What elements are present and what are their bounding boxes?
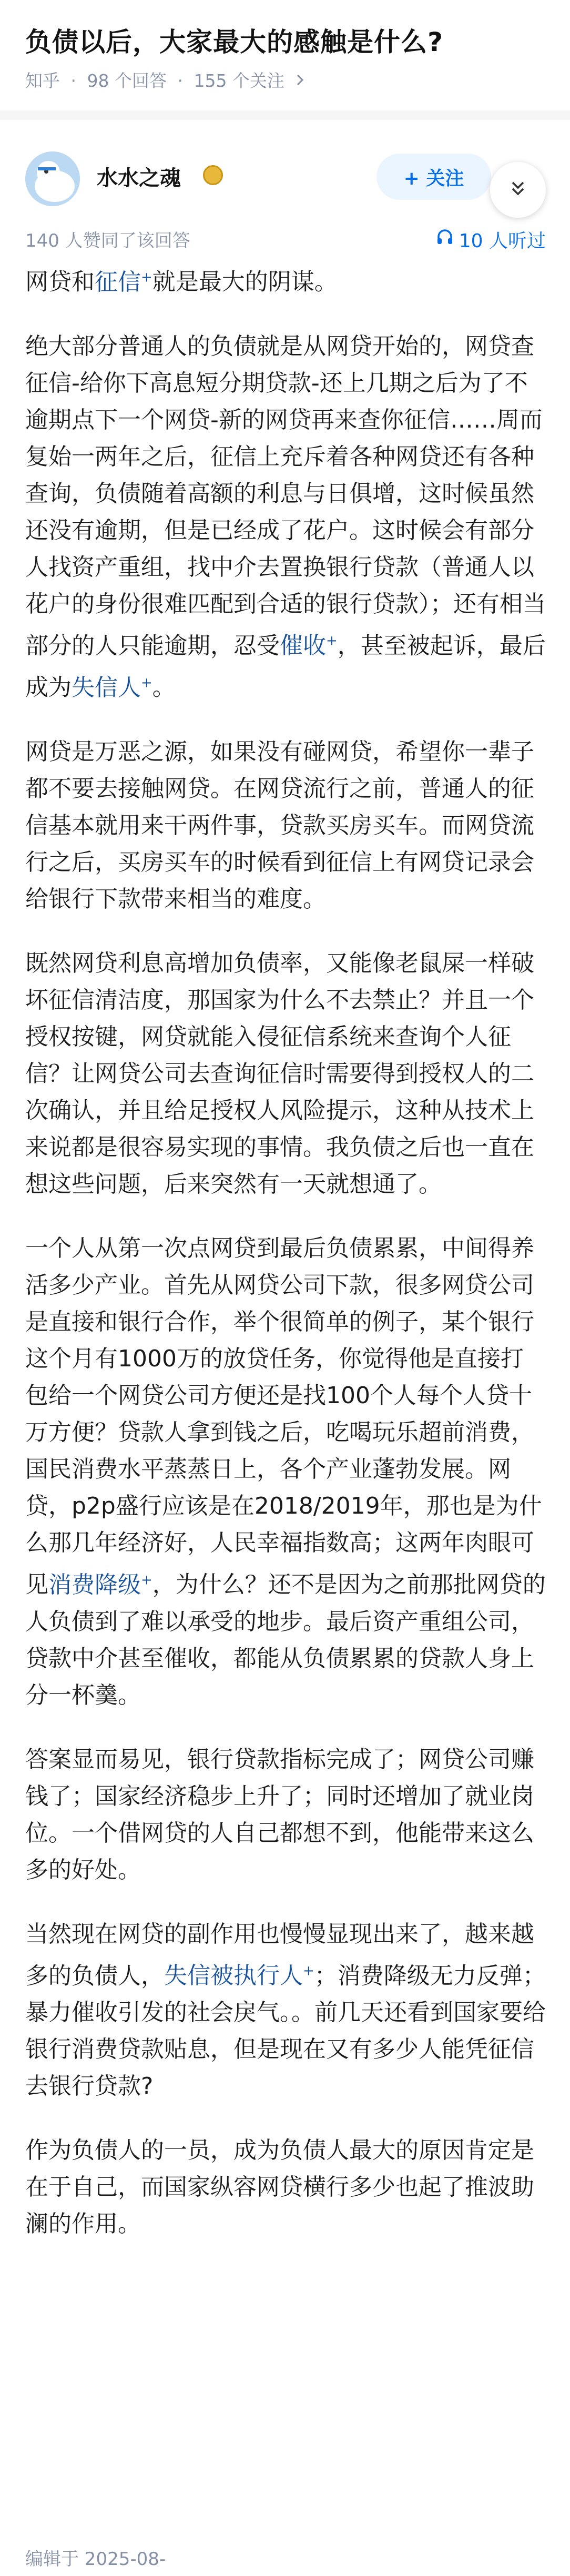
answer-text: 答案显而易见，银行贷款指标完成了；网贷公司赚钱了；国家经济稳步上升了；同时还增加了就业岗位。一个借网贷的人自己都想不到，他能带来这么多的好处。 — [25, 1746, 534, 1883]
answer-paragraph — [25, 734, 546, 918]
keyword-link-marker: + — [141, 269, 152, 285]
answer-text: ；消费降级无力反弹；暴力催收引发的社会戾气。。前几天还看到国家要给银行消费贷款贴息，但是现在又有多少人能凭征信去银行贷款? — [25, 1962, 546, 2100]
keyword-link[interactable]: 失信被执行人+ — [164, 1962, 314, 1990]
answer-text: 就是最大的阴谋。 — [152, 268, 338, 296]
author-name[interactable]: 水水之魂 — [97, 166, 181, 190]
source-label: 知乎 — [25, 70, 60, 91]
answer-text: 网贷和 — [25, 268, 95, 296]
meta-dot: · — [70, 70, 76, 91]
answer-text: 作为负债人的一员，成为负债人最大的原因肯定是在于自己，而国家纵容网贷横行多少也起了推波助澜的作用。 — [25, 2137, 534, 2238]
listen-button[interactable] — [436, 226, 546, 253]
answer-paragraph — [25, 1916, 546, 2105]
medal-icon — [203, 165, 223, 185]
answer-paragraph — [25, 1741, 546, 1889]
like-count: 140 人赞同了该回答 — [25, 230, 190, 251]
follower-count: 155 个关注 — [194, 70, 284, 91]
keyword-link-marker: + — [141, 675, 152, 691]
keyword-link[interactable]: 征信+ — [95, 268, 152, 296]
keyword-link-marker: + — [326, 633, 338, 649]
keyword-link[interactable]: 消费降级+ — [48, 1571, 152, 1598]
meta-dot: · — [177, 70, 183, 91]
question-meta[interactable] — [25, 67, 311, 92]
listen-count: 10 人听过 — [459, 230, 546, 252]
answer-paragraph — [25, 1230, 546, 1714]
chevron-right-icon — [295, 70, 306, 91]
headphones-icon — [436, 228, 459, 251]
answer-text: 网贷是万恶之源，如果没有碰网贷，希望你一辈子都不要去接触网贷。在网贷流行之前，普通人的征信基本就用来干两件事，贷款买房买车。而网贷流行之后，买房买车的时候看到征信上有网贷记录会给银行下款带来相当的难度。 — [25, 738, 534, 912]
answer-text: 当然现在网贷的副作用也慢慢显现出来了，越来越多的负债人， — [25, 1920, 534, 1990]
keyword-link[interactable]: 催收+ — [280, 632, 338, 660]
keyword-link-marker: + — [141, 1571, 152, 1588]
keyword-link[interactable]: 失信人+ — [72, 674, 152, 701]
answer-paragraph — [25, 328, 546, 706]
answer-text: 绝大部分普通人的负债就是从网贷开始的，网贷查征信-给你下高息短分期贷款-还上几期之后为了不逾期点下一个网贷-新的网贷再来查你征信……周而复始一两年之后，征信上充斥着各种网贷还有各种查询，负债随着高额的利息与日俱增，这时候虽然还没有逾期，但是已经成了花户。这时候会有部分人找资产重组，找中介去置换银行贷款（普通人以花户的身份很难匹配到合适的银行贷款）；还有相当部分的人只能逾期，忍受 — [25, 332, 546, 660]
answer-count: 98 个回答 — [87, 70, 167, 91]
double-chevron-down-icon — [507, 178, 528, 201]
avatar[interactable] — [25, 151, 80, 206]
answer-text: 既然网贷利息高增加负债率，又能像老鼠屎一样破坏征信清洁度，那国家为什么不去禁止？并且一个授权按键，网贷就能入侵征信系统来查询个人征信？让网贷公司去查询征信时需要得到授权人的二次确认，并且给足授权人风险提示，这种从技术上来说都是很容易实现的事情。我负债之后也一直在想这些问题，后来突然有一天就想通了。 — [25, 949, 534, 1198]
collapse-button[interactable] — [490, 162, 546, 218]
follow-button[interactable]: + 关注 — [376, 154, 491, 200]
answer-paragraph — [25, 2132, 546, 2243]
answer-paragraph — [25, 259, 546, 301]
answer-text: ，甚至被起诉，最后成为 — [25, 632, 546, 701]
answer-text: 一个人从第一次点网贷到最后负债累累，中间得养活多少产业。首先从网贷公司下款，很多网贷公司是直接和银行合作，举个很简单的例子，某个银行这个月有1000万的放贷任务，你觉得他是直接打包给一个网贷公司方便还是找100个人每个人贷十万方便？贷款人拿到钱之后，吃喝玩乐超前消费，国民消费水平蒸蒸日上，各个产业蓬勃发展。网贷，p2p盛行应该是在2018/2019年，那也是为什么那几年经济好，人民幸福指数高；这两年肉眼可见 — [25, 1234, 542, 1598]
keyword-link-marker: + — [303, 1963, 314, 1979]
question-title[interactable]: 负债以后，大家最大的感触是什么? — [25, 27, 444, 57]
section-divider — [0, 110, 570, 120]
edit-timestamp: 编辑于 2025-08- — [25, 2549, 166, 2570]
answer-text: 。 — [152, 674, 176, 701]
answer-paragraph — [25, 945, 546, 1203]
answer-content — [25, 259, 546, 2270]
answer-text: ，为什么？还不是因为之前那批网贷的人负债到了难以承受的地步。最后资产重组公司，贷款中介甚至催收，都能从负债累累的贷款人身上分一杯羹。 — [25, 1571, 546, 1709]
